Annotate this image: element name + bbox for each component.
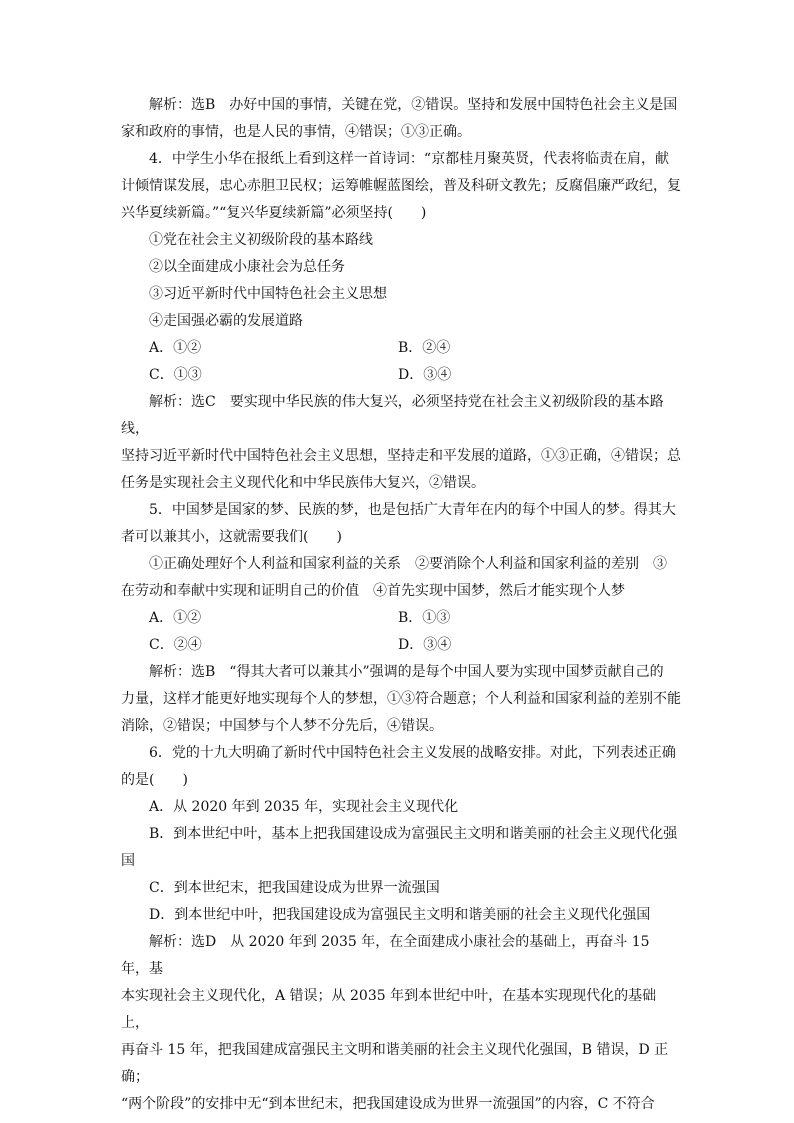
analysis-line: 再奋斗 15 年，把我国建成富强民主文明和谐美丽的社会主义现代化强国，B 错误，D 正确； xyxy=(121,1042,669,1085)
answer-option-continued: 国 xyxy=(121,853,135,869)
answer-options-row xyxy=(121,335,681,362)
analysis-line: 解析：选C 要实现中华民族的伟大复兴，必须坚持党在社会主义初级阶段的基本路线， xyxy=(121,394,664,437)
answer-option: C．到本世纪末，把我国建设成为世界一流强国 xyxy=(149,880,440,896)
q3-analysis xyxy=(121,92,681,146)
analysis-line: 解析：选D 从 2020 年到 2035 年，在全面建成小康社会的基础上，再奋斗 15 年，基 xyxy=(121,934,650,977)
analysis-line: 消除，②错误；中国梦与个人梦不分先后，④错误。 xyxy=(121,718,443,734)
answer-option: C．①③ xyxy=(149,367,202,383)
answer-option: D．③④ xyxy=(398,367,452,383)
question-4 xyxy=(121,146,681,497)
analysis-line: 解析：选B “得其大者可以兼其小”强调的是每个中国人要为实现中国梦贡献自己的 xyxy=(149,664,664,680)
question-5 xyxy=(121,497,681,740)
statement-item: ②以全面建成小康社会为总任务 xyxy=(149,259,345,275)
answer-option: A．①② xyxy=(149,340,202,356)
answer-option: B．②④ xyxy=(398,340,451,356)
answer-option: A．从 2020 年到 2035 年，实现社会主义现代化 xyxy=(149,799,459,815)
question-6 xyxy=(121,740,681,1118)
text-line: 家和政府的事情，也是人民的事情，④错误；①③正确。 xyxy=(121,124,471,140)
answer-options-row xyxy=(121,362,681,389)
question-stem-line: 兴华夏续新篇。”“复兴华夏续新篇”必须坚持( ) xyxy=(121,205,427,221)
statement-item: ④走国强必霸的发展道路 xyxy=(149,313,303,329)
question-stem-line: 的是( ) xyxy=(121,772,188,788)
answer-option: A．①② xyxy=(149,610,202,626)
analysis-line: 任务是实现社会主义现代化和中华民族伟大复兴，②错误。 xyxy=(121,475,485,491)
question-stem-line: 6．党的十九大明确了新时代中国特色社会主义发展的战略安排。对此，下列表述正确 xyxy=(149,745,676,761)
answer-option: B．①③ xyxy=(398,610,451,626)
statement-item: ③习近平新时代中国特色社会主义思想 xyxy=(149,286,387,302)
answer-options-row xyxy=(121,605,681,632)
question-stem-line: 者可以兼其小，这就需要我们( ) xyxy=(121,529,342,545)
analysis-line: 坚持习近平新时代中国特色社会主义思想，坚持走和平发展的道路，①③正确，④错误；总 xyxy=(121,448,681,464)
question-stem-line: 4．中学生小华在报纸上看到这样一首诗词：“京都桂月聚英贤，代表将临责在肩，献 xyxy=(149,151,670,167)
answer-option: C．②④ xyxy=(149,637,202,653)
question-stem-line: 计倾情谋发展，忠心赤胆卫民权；运筹帷幄蓝图绘，普及科研文教先；反腐倡廉严政纪，复 xyxy=(121,178,681,194)
statement-item: 在劳动和奉献中实现和证明自己的价值 ④首先实现中国梦，然后才能实现个人梦 xyxy=(121,583,625,599)
analysis-line: 力量，这样才能更好地实现每个人的梦想，①③符合题意；个人利益和国家利益的差别不能 xyxy=(121,691,681,707)
question-stem-line: 5．中国梦是国家的梦、民族的梦，也是包括广大青年在内的每个中国人的梦。得其大 xyxy=(149,502,676,518)
text-line: 解析：选B 办好中国的事情，关键在党，②错误。坚持和发展中国特色社会主义是国 xyxy=(149,97,678,113)
statement-item: ①党在社会主义初级阶段的基本路线 xyxy=(149,232,373,248)
answer-options-row xyxy=(121,632,681,659)
statement-item: ①正确处理好个人利益和国家利益的关系 ②要消除个人利益和国家利益的差别 ③ xyxy=(149,556,667,572)
answer-option: B．到本世纪中叶，基本上把我国建设成为富强民主文明和谐美丽的社会主义现代化强 xyxy=(149,826,678,842)
document-body xyxy=(121,92,681,1118)
analysis-line: “两个阶段”的安排中无“到本世纪末，把我国建设成为世界一流强国”的内容，C 不符合 xyxy=(121,1096,655,1112)
answer-option: D．③④ xyxy=(398,637,452,653)
analysis-line: 本实现社会主义现代化，A 错误；从 2035 年到本世纪中叶，在基本实现现代化的基础上， xyxy=(121,988,657,1031)
answer-option: D．到本世纪中叶，把我国建设成为富强民主文明和谐美丽的社会主义现代化强国 xyxy=(149,907,651,923)
